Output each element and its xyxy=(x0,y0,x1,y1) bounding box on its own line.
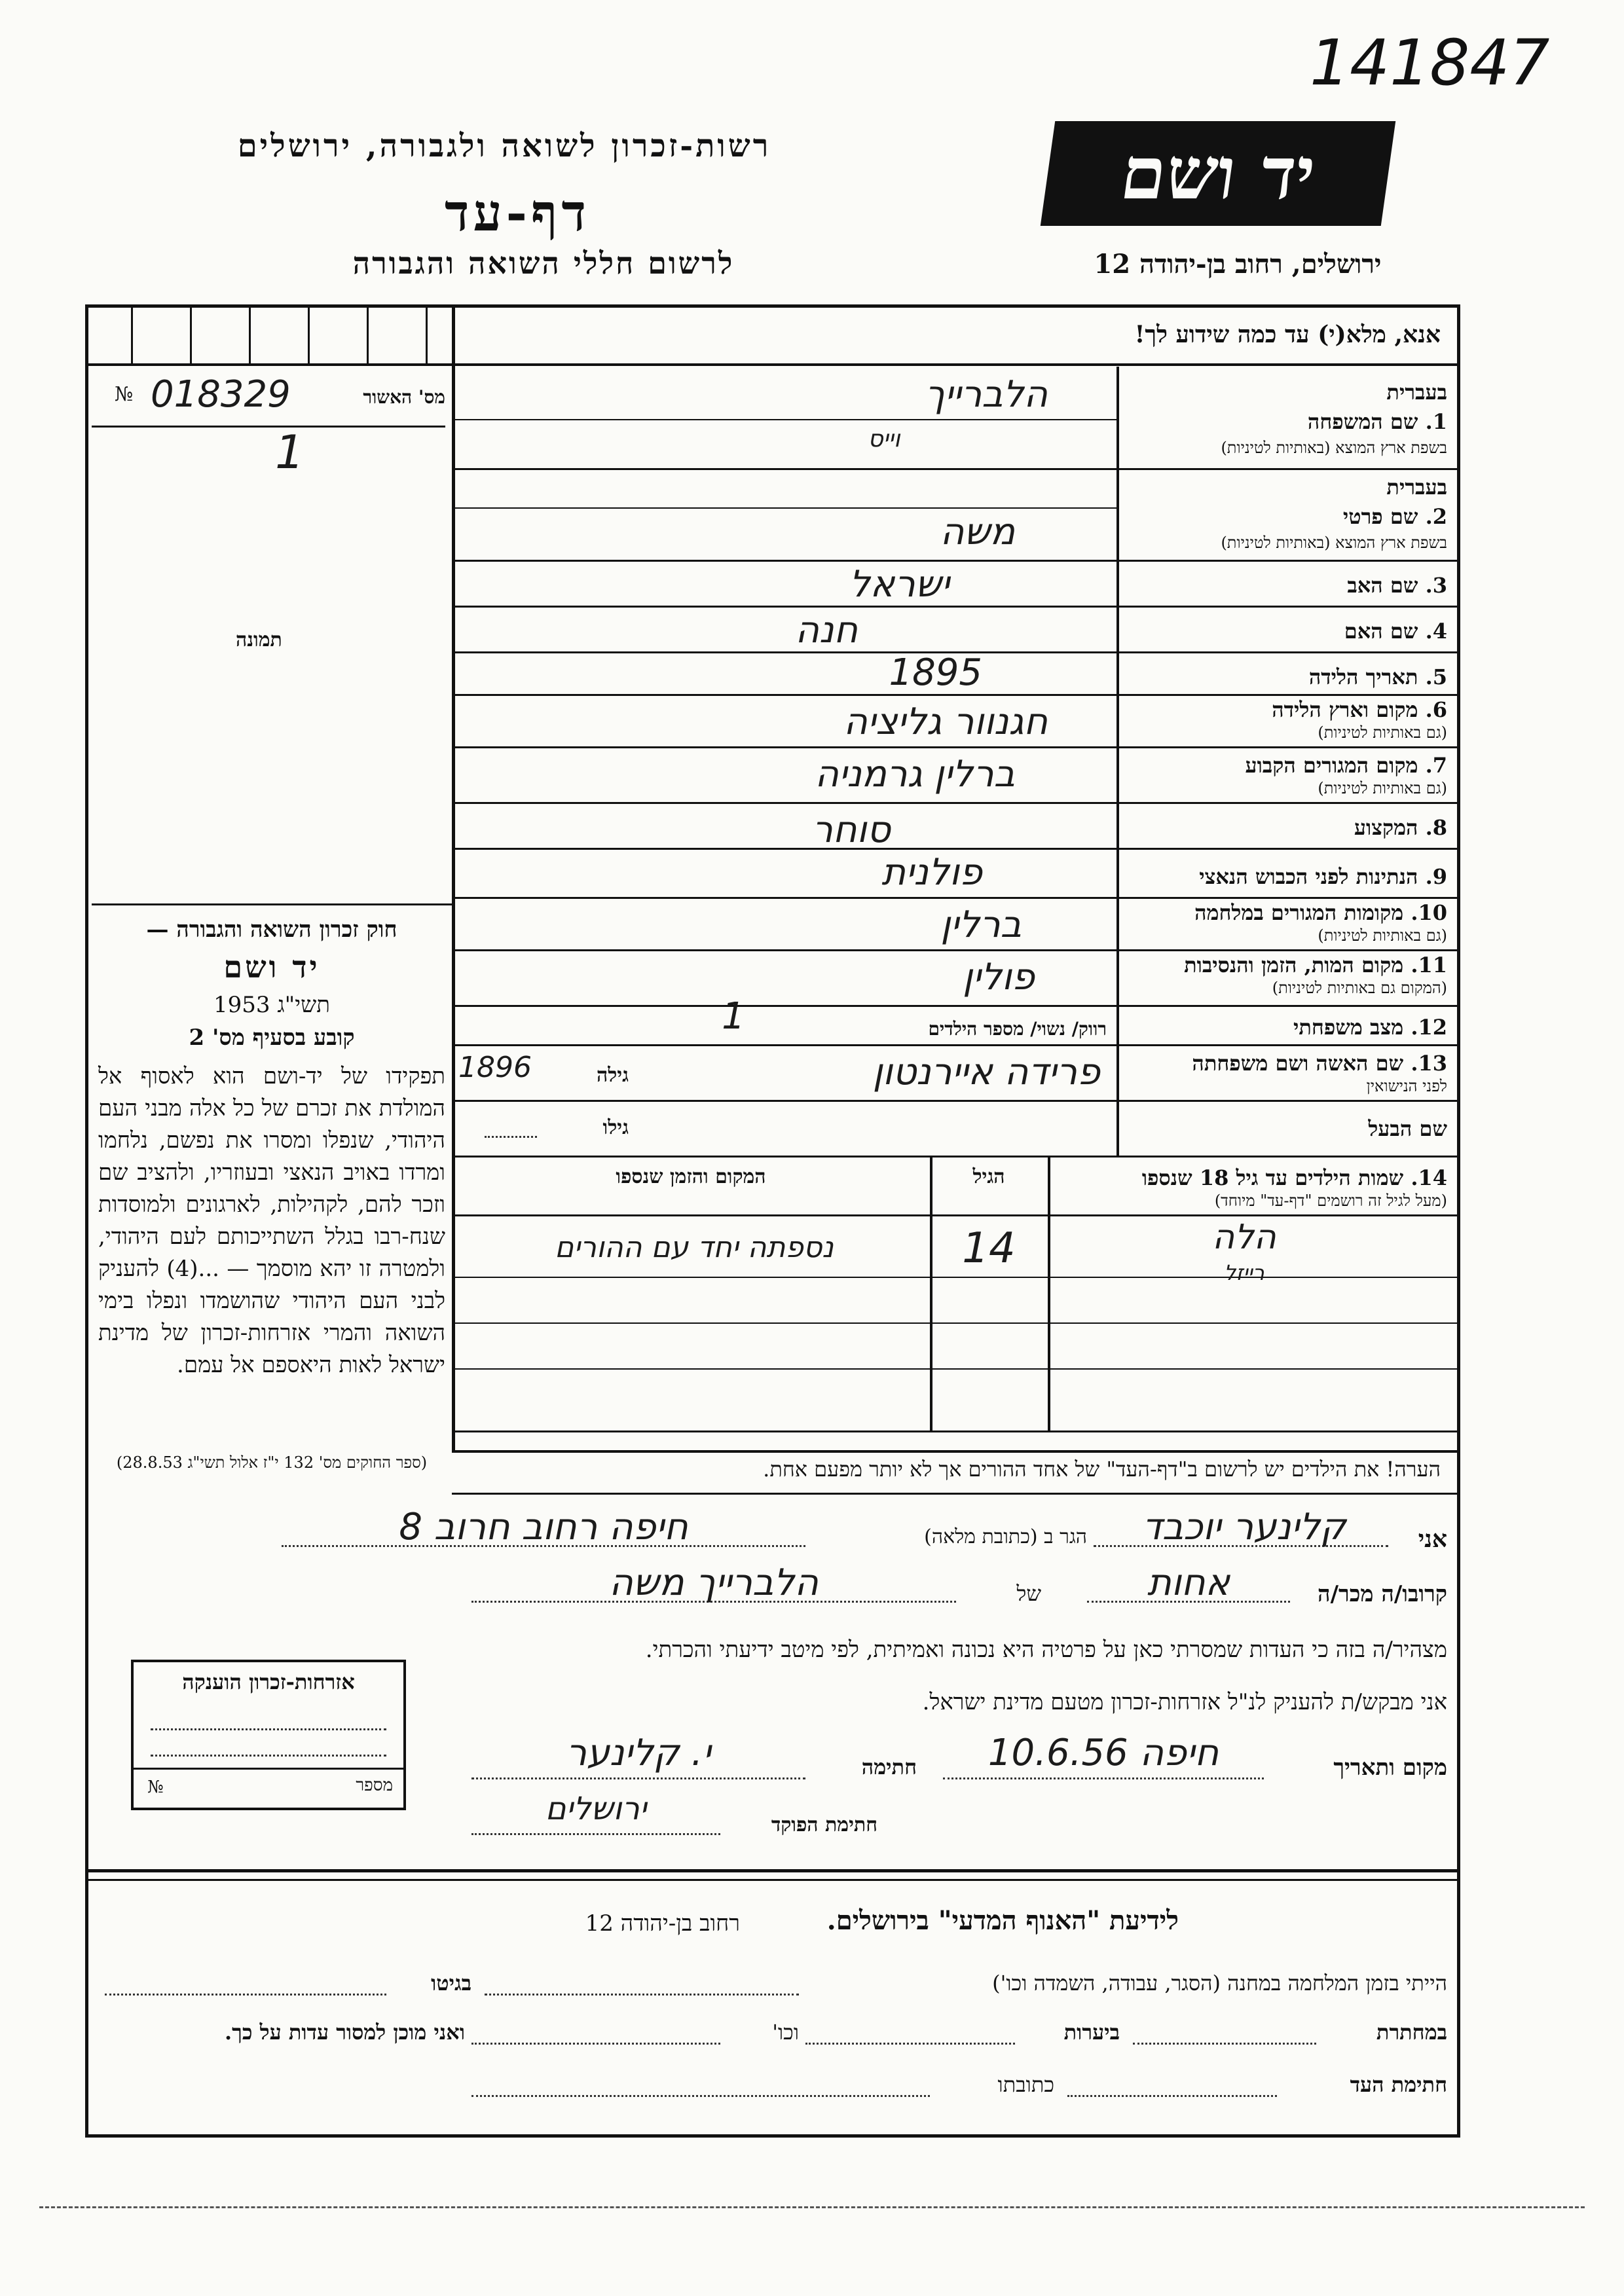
law-section: קובע בסעיף מס' 2 xyxy=(189,1025,355,1051)
law-title: חוק זכרון השואה והגבורה — xyxy=(146,917,397,943)
place-date-label: מקום ותאריך xyxy=(1333,1755,1447,1781)
field10-label: 10. מקומות המגורים במלחמה xyxy=(1194,900,1447,925)
field11-label: 11. מקום המות, הזמן והנסיבות xyxy=(1184,953,1447,977)
field7-sub: (גם באותיות לטיניות) xyxy=(1318,779,1447,797)
approval-label: מס' האשור xyxy=(363,386,445,408)
field11-sub: (המקום גם באותיות לטיניות) xyxy=(1272,979,1447,997)
header-address: ירושלים, רחוב בן-יהודה 12 xyxy=(1094,249,1382,280)
photo-label: תמונה xyxy=(236,629,282,651)
field6-value: חגנוור גליציה xyxy=(843,701,1048,743)
field3-value: ישראל xyxy=(849,563,950,606)
children-col-place: המקום והזמן שנספו xyxy=(616,1165,766,1188)
declarant-address: חיפה רחוב חרוב 8 xyxy=(399,1506,688,1548)
field13-label: 13. שם האשה ושם משפחתה xyxy=(1192,1051,1447,1076)
field9-label: 9. הנתינות לפני הכבוש הנאצי xyxy=(1199,864,1447,889)
field1-heb: בעברית xyxy=(1386,380,1447,405)
child-name: הלה xyxy=(1212,1218,1276,1257)
law-year: תשי"ג 1953 xyxy=(213,992,330,1018)
child-age: 14 xyxy=(962,1224,1016,1273)
place-date-value: חיפה 10.6.56 xyxy=(987,1732,1219,1774)
field7-value: ברלין גרמניה xyxy=(815,753,1015,795)
field6-sub: (גם באותיות לטיניות) xyxy=(1318,723,1447,742)
signature-label: חתימה xyxy=(861,1755,917,1779)
children-label: 14. שמות הילדים עד גיל 18 שנספו xyxy=(1141,1165,1447,1190)
relation-of-name: הלברייך משה xyxy=(609,1561,819,1604)
citizenship-title: אזרחות-זכרון הוענקה xyxy=(182,1669,355,1694)
official-signature: ירושלים xyxy=(545,1791,647,1827)
footer-witness-address: כתובתו xyxy=(997,2072,1054,2097)
instruction-text: אנא, מלא(י) עד כמה שידוע לך! xyxy=(1134,321,1441,348)
footer-line2-forests: ביערות xyxy=(1063,2020,1120,2045)
field5-label: 5. תאריך הלידה xyxy=(1308,665,1447,689)
declaration-text: מצהיר/ה בזה כי העדות שמסרתי כאן על פרטיה היא נכונה ואמיתית, לפי מיטב ידיעתי והכרתי. xyxy=(645,1637,1447,1663)
declarant-ani: אני xyxy=(1418,1525,1447,1553)
field13-age: 1896 xyxy=(458,1051,532,1084)
field10-value: ברלין xyxy=(940,903,1022,946)
field13-age-label: גילה xyxy=(596,1064,629,1087)
field8-label: 8. המקצוע xyxy=(1354,815,1447,840)
field13-sub: לפני הנישואין xyxy=(1366,1077,1447,1095)
husband-age-label: גילו xyxy=(602,1116,629,1139)
field5-value: 1895 xyxy=(889,651,982,694)
field9-value: פולנית xyxy=(881,851,982,894)
footer-address: רחוב בן-יהודה 12 xyxy=(585,1910,740,1937)
relation-value: אחות xyxy=(1147,1561,1230,1604)
field10-sub: (גם באותיות לטיניות) xyxy=(1318,926,1447,945)
law-text: תפקידו של יד-ושם הוא לאסוף אל המולדת את זכרם של כל אלה מבני העם היהודי, שנפלו ומסרו את נפשם, נלחמו ומרדו באויב הנאצי ובעוזריו, ולהציב שם וזכר להם, לקהילות, לארגונים ולמוסדות שנח-רבו בגלל השתייכותם לעם היהודי, ולמטרה זו יהא מוסמך — ...(4) להעניק לבני העם היהודי שהושמדו ונפלו בימי השואה והמרי אזרחות-זכרון של מדינת ישראל לאות היאספם אל עמם. xyxy=(98,1063,445,1378)
footer-title: לידיעת "האנוף המדעי" בירושלים. xyxy=(826,1905,1179,1936)
footer-line2-etc: וכו' xyxy=(772,2020,799,2045)
field4-label: 4. שם האם xyxy=(1344,619,1447,644)
citizenship-prefix: № xyxy=(147,1777,164,1797)
footer-line1-ghetto: בגיטו xyxy=(431,1971,471,1995)
field12-sub: רווק/ נשוי/ מספר הילדים xyxy=(928,1018,1107,1040)
child-name2: רייזל xyxy=(1224,1260,1264,1285)
archive-number: 141847 xyxy=(1310,26,1550,100)
yad-vashem-logo: יד ושם xyxy=(1041,121,1395,226)
field6-label: 6. מקום וארץ הלידה xyxy=(1272,697,1447,722)
declarant-name: קלינער יוכבד xyxy=(1142,1506,1346,1548)
form-title: דף-עד xyxy=(445,183,590,243)
footer-line2-underground: במחתרת xyxy=(1376,2020,1447,2045)
law-reference: (ספר החוקים מס' 132 י"ז אלול תשי"ג 28.8.53) xyxy=(116,1453,428,1472)
field11-value: פולין xyxy=(963,956,1035,998)
signature-value: י. קלינער xyxy=(566,1732,711,1774)
field8-value: סוחר xyxy=(812,809,891,851)
field2-label: 2. שם פרטי xyxy=(1342,504,1447,529)
field1-sub: בשפת ארץ המוצא (באותיות לטיניות) xyxy=(1221,439,1447,457)
field13-value: פרידה איירנטון xyxy=(872,1051,1100,1093)
official-label: חתימת הפוקד xyxy=(771,1813,877,1836)
approval-number: 018329 xyxy=(151,373,291,416)
approval-prefix: № xyxy=(115,383,134,406)
form-subtitle: לרשום חללי השואה והגבורה xyxy=(352,246,735,281)
request-text: אני מבקש/ת להעניק לנ"ל אזרחות-זכרון מטעם מדינת ישראל. xyxy=(922,1689,1447,1715)
declarant-resides-label: הגר ב (כתובת מלאה) xyxy=(924,1525,1087,1548)
footer-line1-camp: הייתי בזמן המלחמה במחנה (הסגר, עבודה, השמדה וכו') xyxy=(992,1971,1447,1995)
children-col-age: הגיל xyxy=(972,1165,1005,1188)
citizenship-number-label: מספר xyxy=(356,1776,393,1795)
field12-label: 12. מצב משפחתי xyxy=(1293,1015,1447,1040)
field2-sub: בשפת ארץ המוצא (באותיות לטיניות) xyxy=(1221,534,1447,552)
children-sub: (מעל לגיל זה רושמים "דף-עד" מיוחד) xyxy=(1214,1192,1447,1210)
law-name: יד ושם xyxy=(223,949,320,985)
field1-label: 1. שם המשפחה xyxy=(1307,409,1447,434)
footer-line2-testimony: ואני מוכן למסור עדות על כך. xyxy=(224,2020,465,2045)
relation-of: של xyxy=(1016,1581,1041,1606)
field2-heb: בעברית xyxy=(1386,475,1447,500)
footer-witness-signature: חתימת העד xyxy=(1350,2072,1447,2097)
approval-page: 1 xyxy=(275,426,304,479)
field4-value: חנה xyxy=(795,609,858,651)
bottom-border xyxy=(39,2206,1585,2208)
field1-value2: וייס xyxy=(868,426,900,452)
note-text: הערה! את הילדים יש לרשום ב"דף-העד" של אחד ההורים אך לא יותר מפעם אחת. xyxy=(763,1457,1441,1482)
field1-value: הלברייך xyxy=(925,373,1048,416)
husband-label: שם הבעל xyxy=(1368,1116,1447,1141)
field3-label: 3. שם האב xyxy=(1347,573,1447,598)
field7-label: 7. מקום המגורים הקבוע xyxy=(1245,753,1447,778)
authority-name: רשות-זכרון לשואה ולגבורה, ירושלים xyxy=(237,128,771,164)
child-place: נספתה יחד עם ההורים xyxy=(555,1231,834,1264)
relation-label: קרובו/ה מכר/ה xyxy=(1318,1581,1447,1607)
field12-value: 1 xyxy=(722,995,745,1038)
field2-value: משה xyxy=(940,511,1015,553)
